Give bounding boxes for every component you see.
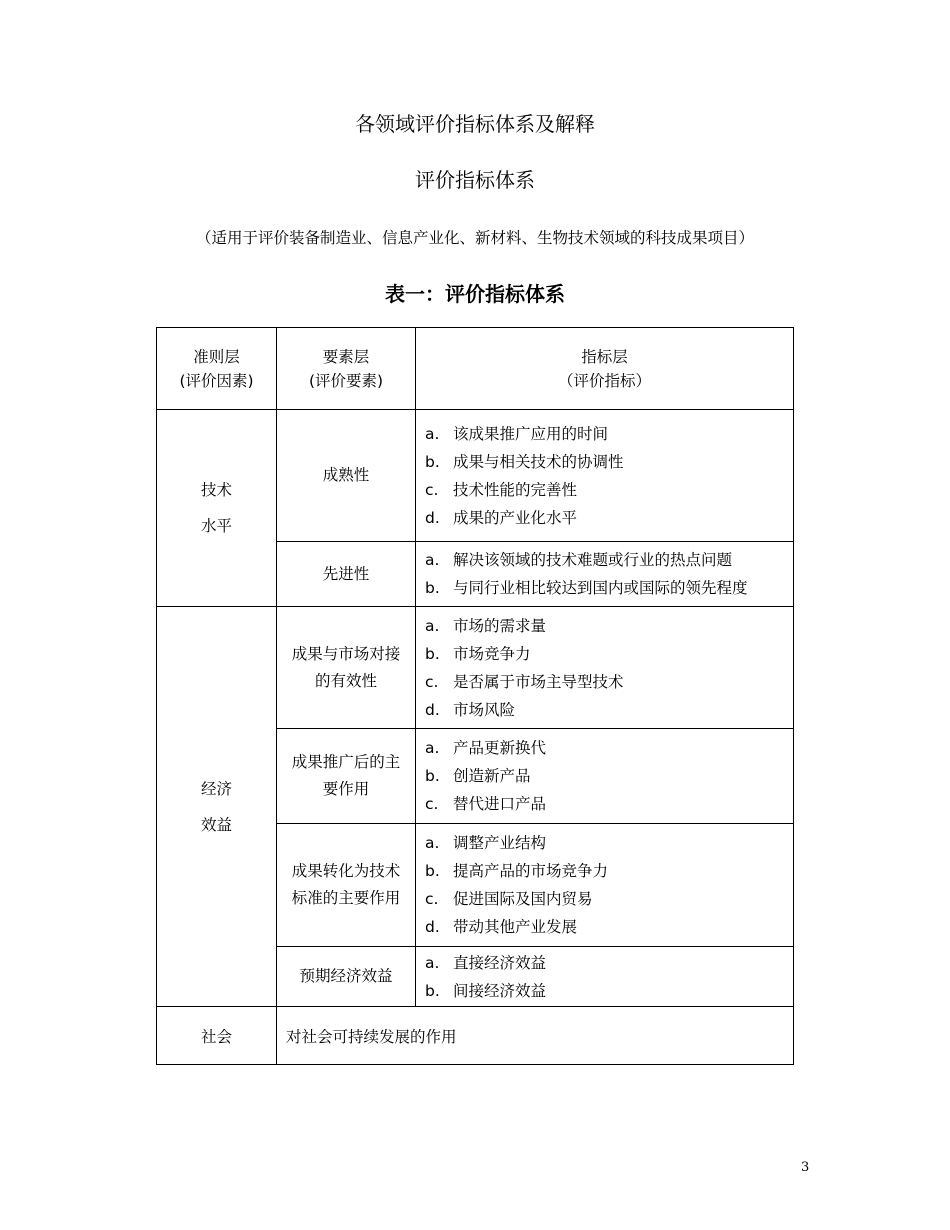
criterion-label: 社会 [200, 1027, 232, 1046]
list-marker: a. [425, 616, 440, 635]
list-marker: a. [425, 424, 440, 443]
element-name: 先进性 [322, 564, 370, 583]
scope-note: （适用于评价装备制造业、信息产业化、新材料、生物技术领域的科技成果项目） [195, 229, 754, 247]
criterion-line2: 效益 [200, 815, 232, 834]
element-name: 成熟性 [322, 466, 370, 484]
indicator-text: 与同行业相比较达到国内或国际的领先程度 [453, 579, 748, 597]
indicator-cell [416, 607, 794, 729]
indicator-text: 调整产业结构 [453, 834, 547, 852]
list-item [425, 734, 793, 762]
social-indicator-cell [277, 1007, 794, 1065]
list-item [425, 790, 793, 818]
list-marker: d. [425, 918, 440, 936]
list-marker: a. [425, 551, 440, 569]
list-marker: b. [425, 767, 440, 785]
indicator-text: 成果与相关技术的协调性 [453, 452, 624, 471]
list-item [425, 448, 793, 476]
criterion-line2: 水平 [200, 517, 232, 535]
list-item [425, 546, 793, 574]
indicator-text: 市场竞争力 [453, 644, 531, 663]
element-cell [277, 410, 416, 542]
header-element-line2: (评价要素) [308, 371, 384, 390]
criterion-cell-social [157, 1007, 277, 1065]
list-marker: d. [425, 700, 440, 719]
document-title: 各领域评价指标体系及解释 [355, 112, 595, 136]
element-name-cont: 的有效性 [314, 671, 377, 690]
list-item [425, 829, 793, 857]
list-item [425, 949, 793, 977]
indicator-text: 技术性能的完善性 [453, 480, 578, 499]
list-marker: b. [425, 862, 440, 880]
header-criterion-line1: 准则层 [193, 347, 240, 366]
indicator-cell [416, 542, 794, 607]
list-marker: c. [425, 672, 439, 691]
element-name: 成果转化为技术 [291, 862, 401, 880]
list-item [425, 612, 793, 640]
list-marker: d. [425, 508, 440, 527]
list-item [425, 977, 793, 1005]
list-marker: b. [425, 579, 440, 597]
list-marker: b. [425, 644, 440, 663]
indicator-text: 间接经济效益 [453, 981, 547, 1000]
list-marker: c. [425, 795, 439, 813]
table-header-row [157, 328, 794, 410]
list-item [425, 762, 793, 790]
list-item [425, 885, 793, 913]
indicator-text: 对社会可持续发展的作用 [286, 1027, 457, 1046]
list-marker: c. [425, 480, 439, 499]
header-criterion-line2: (评价因素) [179, 371, 254, 390]
header-element-line1: 要素层 [322, 347, 370, 366]
list-marker: b. [425, 981, 440, 1000]
element-name: 预期经济效益 [299, 967, 393, 985]
indicator-text: 促进国际及国内贸易 [453, 890, 593, 908]
element-name-cont: 标准的主要作用 [291, 889, 401, 907]
indicator-text: 是否属于市场主导型技术 [453, 672, 624, 691]
list-marker: a. [425, 739, 440, 757]
element-name: 成果与市场对接 [291, 644, 401, 663]
list-item [425, 668, 793, 696]
list-item [425, 504, 793, 532]
section-title: 评价指标体系 [415, 168, 535, 192]
list-marker: c. [425, 890, 439, 908]
list-marker: b. [425, 452, 440, 471]
criterion-cell-technical [157, 410, 277, 607]
indicator-text: 该成果推广应用的时间 [453, 424, 609, 443]
indicator-cell [416, 729, 794, 824]
list-item [425, 696, 793, 724]
element-cell [277, 729, 416, 824]
table-row [157, 1007, 794, 1065]
indicator-text: 替代进口产品 [453, 795, 547, 813]
indicator-cell [416, 824, 794, 947]
indicator-text: 直接经济效益 [453, 953, 547, 972]
indicator-text: 带动其他产业发展 [453, 918, 578, 936]
indicator-text: 成果的产业化水平 [453, 508, 578, 527]
indicator-text: 提高产品的市场竞争力 [453, 862, 609, 880]
table-row [157, 410, 794, 542]
indicator-cell [416, 410, 794, 542]
element-cell [277, 542, 416, 607]
indicator-text: 产品更新换代 [453, 739, 547, 757]
page-number: 3 [801, 1160, 810, 1175]
element-name-cont: 要作用 [322, 780, 370, 798]
list-item [425, 476, 793, 504]
header-criterion [157, 328, 277, 410]
indicator-text: 市场的需求量 [453, 616, 547, 635]
element-cell [277, 947, 416, 1007]
header-indicator [416, 328, 794, 410]
element-cell [277, 607, 416, 729]
list-item [425, 640, 793, 668]
list-marker: a. [425, 834, 440, 852]
list-item [425, 420, 793, 448]
table-title: 表一：评价指标体系 [385, 282, 565, 306]
list-item [425, 574, 793, 602]
criterion-line1: 经济 [200, 779, 232, 798]
list-item [425, 913, 793, 941]
indicator-text: 解决该领域的技术难题或行业的热点问题 [453, 551, 733, 569]
indicator-cell [416, 947, 794, 1007]
table-row [157, 607, 794, 729]
indicator-text: 市场风险 [453, 700, 516, 719]
header-indicator-line2: （评价指标） [557, 371, 651, 390]
indicator-table [156, 327, 794, 1065]
header-element [277, 328, 416, 410]
list-item [425, 857, 793, 885]
header-indicator-line1: 指标层 [581, 347, 628, 366]
criterion-cell-economic [157, 607, 277, 1007]
indicator-text: 创造新产品 [453, 767, 531, 785]
element-cell [277, 824, 416, 947]
criterion-line1: 技术 [200, 481, 232, 499]
element-name: 成果推广后的主 [291, 753, 401, 771]
list-marker: a. [425, 953, 440, 972]
